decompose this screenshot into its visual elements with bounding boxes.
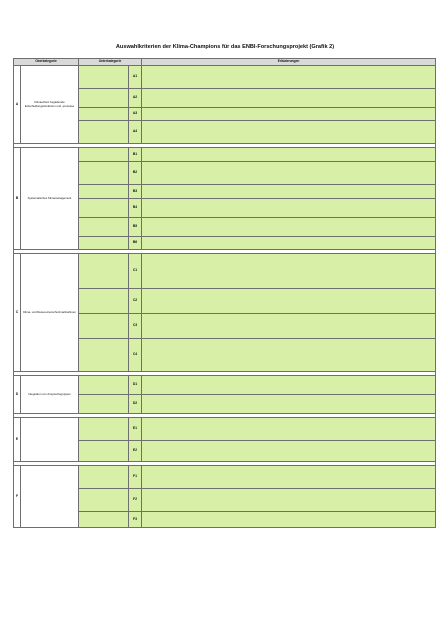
sub-criterion-explanation (142, 395, 436, 414)
sub-criterion-code: C2 (129, 289, 142, 314)
criteria-table-body (14, 66, 436, 528)
group-letter: F (14, 466, 21, 528)
criteria-row-a1 (14, 66, 436, 89)
group-label: Klimaschutz begleitende Entscheidungsstrukturen und -prozesse (21, 66, 79, 144)
sub-criterion-code: B5 (129, 218, 142, 237)
sub-criterion-explanation (142, 441, 436, 462)
sub-criterion-explanation (142, 339, 436, 372)
sub-criterion-name (79, 512, 129, 528)
sub-criterion-explanation (142, 237, 436, 250)
header-sub-criterion: Unterkategorie (79, 59, 142, 66)
sub-criterion-explanation (142, 489, 436, 512)
group-letter: E (14, 418, 21, 462)
sub-criterion-name (79, 108, 129, 121)
sub-criterion-name (79, 339, 129, 372)
sub-criterion-name (79, 218, 129, 237)
sub-criterion-explanation (142, 66, 436, 89)
sub-criterion-code: C1 (129, 254, 142, 289)
sub-criterion-code: B4 (129, 199, 142, 218)
sub-criterion-name (79, 441, 129, 462)
sub-criterion-name (79, 254, 129, 289)
group-letter: A (14, 66, 21, 144)
group-letter: D (14, 376, 21, 414)
sub-criterion-explanation (142, 254, 436, 289)
sub-criterion-code: A3 (129, 108, 142, 121)
sub-criterion-code: F1 (129, 466, 142, 489)
criteria-row-d1 (14, 376, 436, 395)
document-title: Auswahlkriterien der Klima-Champions für das ENBI-Forschungsprojekt (Grafik 2) (115, 44, 335, 50)
sub-criterion-code: A2 (129, 89, 142, 108)
sub-criterion-name (79, 289, 129, 314)
sub-criterion-code: B2 (129, 162, 142, 185)
group-letter: B (14, 148, 21, 250)
sub-criterion-code: D1 (129, 376, 142, 395)
sub-criterion-name (79, 237, 129, 250)
sub-criterion-explanation (142, 218, 436, 237)
sub-criterion-explanation (142, 199, 436, 218)
sub-criterion-code: B3 (129, 185, 142, 199)
group-letter: C (14, 254, 21, 372)
header-main-criterion: Oberkategorie (14, 59, 79, 66)
group-label (21, 418, 79, 462)
group-label: Systematisches Klimamanagement (21, 148, 79, 250)
sub-criterion-name (79, 185, 129, 199)
sub-criterion-name (79, 66, 129, 89)
sub-criterion-name (79, 162, 129, 185)
sub-criterion-code: A4 (129, 121, 142, 144)
sub-criterion-explanation (142, 512, 436, 528)
sub-criterion-explanation (142, 108, 436, 121)
criteria-table (13, 58, 436, 528)
sub-criterion-code: E1 (129, 418, 142, 441)
sub-criterion-explanation (142, 289, 436, 314)
sub-criterion-name (79, 466, 129, 489)
criteria-row-c1 (14, 254, 436, 289)
sub-criterion-explanation (142, 121, 436, 144)
sub-criterion-code: D2 (129, 395, 142, 414)
sub-criterion-explanation (142, 162, 436, 185)
sub-criterion-name (79, 376, 129, 395)
sub-criterion-explanation (142, 314, 436, 339)
sub-criterion-code: C3 (129, 314, 142, 339)
sub-criterion-explanation (142, 89, 436, 108)
group-label: Klima- und Ressourcenschutzmaßnahmen (21, 254, 79, 372)
sub-criterion-code: A1 (129, 66, 142, 89)
criteria-row-e1 (14, 418, 436, 441)
sub-criterion-name (79, 395, 129, 414)
sub-criterion-name (79, 418, 129, 441)
header-explanation: Erläuterungen (142, 59, 436, 66)
sub-criterion-code: F3 (129, 512, 142, 528)
sub-criterion-explanation (142, 376, 436, 395)
sub-criterion-explanation (142, 148, 436, 162)
criteria-row-b1 (14, 148, 436, 162)
sub-criterion-code: B6 (129, 237, 142, 250)
sub-criterion-name (79, 148, 129, 162)
sub-criterion-name (79, 199, 129, 218)
sub-criterion-code: C4 (129, 339, 142, 372)
sub-criterion-name (79, 89, 129, 108)
sub-criterion-explanation (142, 185, 436, 199)
sub-criterion-explanation (142, 418, 436, 441)
sub-criterion-code: F2 (129, 489, 142, 512)
sub-criterion-name (79, 314, 129, 339)
sub-criterion-explanation (142, 466, 436, 489)
criteria-row-f1 (14, 466, 436, 489)
sub-criterion-name (79, 121, 129, 144)
group-label: Integration von Anspruchsgruppen (21, 376, 79, 414)
table-header-row (14, 59, 436, 66)
sub-criterion-name (79, 489, 129, 512)
sub-criterion-code: E2 (129, 441, 142, 462)
sub-criterion-code: B1 (129, 148, 142, 162)
group-label (21, 466, 79, 528)
